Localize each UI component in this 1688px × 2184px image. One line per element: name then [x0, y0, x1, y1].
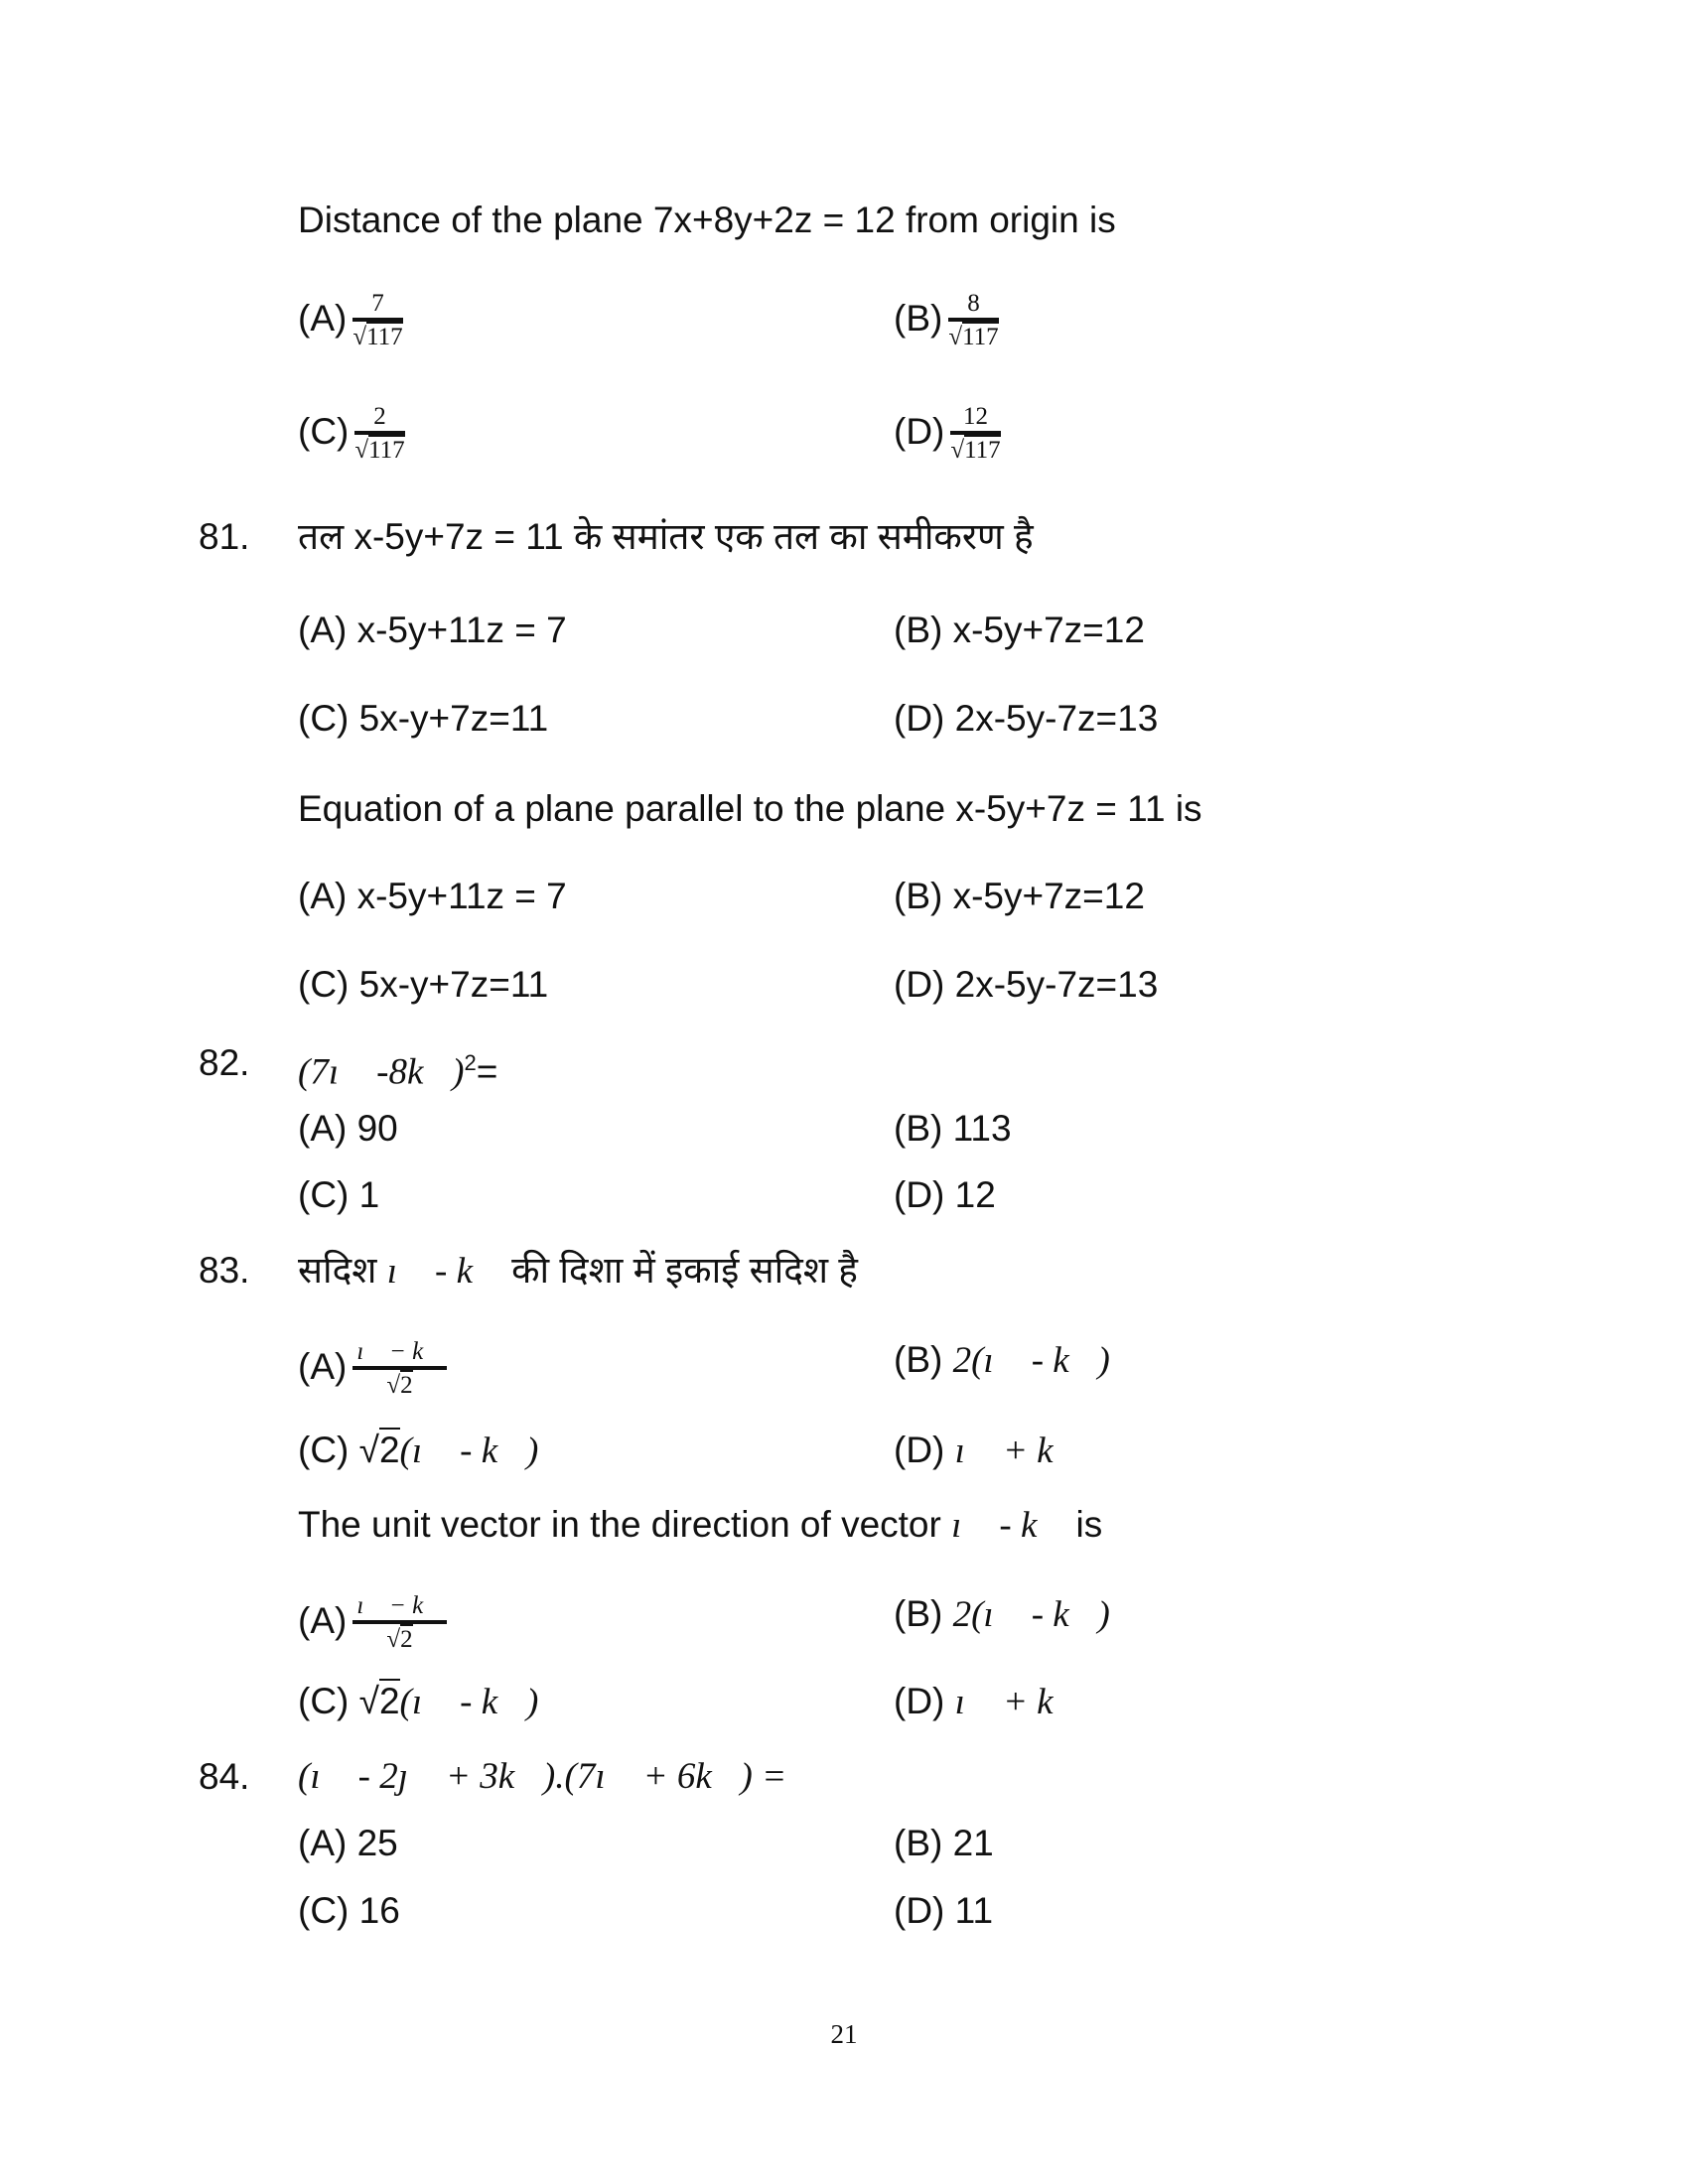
option-label: (A)	[298, 1345, 348, 1387]
exponent: 2	[464, 1050, 477, 1075]
q84-option-a: (A) 25	[298, 1823, 398, 1863]
q81-en-option-d: (D) 2x-5y-7z=13	[894, 964, 1159, 1005]
sqrt-symbol: √	[352, 324, 367, 350]
option-value: (ı⃗ - k⃗)	[399, 1431, 539, 1471]
text: is	[1075, 1504, 1103, 1545]
option-label: (D)	[894, 410, 945, 452]
equals-sign: =	[476, 1050, 498, 1092]
denominator: 117	[368, 437, 405, 464]
fraction	[352, 1338, 446, 1400]
radicand: 2	[378, 1430, 400, 1470]
q81-hi-option-a: (A) x-5y+11z = 7	[298, 610, 567, 650]
page-number: 21	[830, 2019, 858, 2049]
numerator: 7	[352, 290, 402, 322]
text: सदिश	[298, 1250, 377, 1291]
q84-option-d: (D) 11	[894, 1890, 994, 1931]
q81-question-en: Equation of a plane parallel to the plane x-5y+7z = 11 is	[298, 788, 1202, 829]
q80-option-a	[298, 290, 403, 351]
denominator: 2	[400, 1372, 413, 1399]
sqrt-symbol: √	[950, 437, 965, 464]
q81-en-option-b: (B) x-5y+7z=12	[894, 876, 1145, 916]
sqrt-symbol: √	[354, 437, 369, 464]
fraction	[354, 403, 404, 465]
sqrt-symbol: √	[358, 1681, 379, 1721]
numerator: 8	[948, 290, 998, 322]
option-value: (ı⃗ - k⃗)	[399, 1682, 539, 1722]
text: की दिशा में इकाई सदिश है	[511, 1250, 858, 1291]
option-label: (D)	[894, 1430, 945, 1470]
option-value: 2(ı⃗ - k⃗)	[952, 1594, 1110, 1635]
q83-hi-option-d	[894, 1429, 1081, 1473]
sqrt-symbol: √	[358, 1430, 379, 1470]
option-value: ı⃗ + k⃗	[954, 1431, 1082, 1471]
q81-hi-option-c: (C) 5x-y+7z=11	[298, 698, 549, 739]
denominator: 2	[400, 1626, 413, 1653]
fraction	[948, 290, 998, 351]
q82-option-a: (A) 90	[298, 1108, 398, 1149]
q82-option-c: (C) 1	[298, 1174, 380, 1215]
option-label: (B)	[894, 297, 943, 339]
q81-question-hi: तल x-5y+7z = 11 के समांतर एक तल का समीकरण है	[298, 516, 1034, 557]
q84-number: 84.	[199, 1756, 250, 1797]
q83-en-option-d	[894, 1680, 1081, 1724]
q80-option-c	[298, 403, 405, 465]
q83-question-en	[298, 1503, 1102, 1548]
numerator: ı⃗ − k⃗	[352, 1338, 446, 1370]
option-label: (B)	[894, 1593, 943, 1634]
fraction	[950, 403, 1000, 465]
option-label: (C)	[298, 1430, 350, 1470]
q80-option-b	[894, 290, 999, 351]
q82-option-b: (B) 113	[894, 1108, 1012, 1149]
denominator: 117	[962, 324, 999, 350]
q83-en-option-b	[894, 1592, 1110, 1637]
option-label: (A)	[298, 297, 348, 339]
q81-en-option-a: (A) x-5y+11z = 7	[298, 876, 567, 916]
option-value: 2(ı⃗ - k⃗)	[952, 1340, 1110, 1381]
option-label: (C)	[298, 410, 350, 452]
q83-en-option-c	[298, 1680, 538, 1724]
option-label: (A)	[298, 1599, 348, 1641]
q84-option-c: (C) 16	[298, 1890, 400, 1931]
option-label: (B)	[894, 1339, 943, 1380]
fraction	[352, 1592, 446, 1654]
fraction	[352, 290, 402, 351]
numerator: 12	[950, 403, 1000, 435]
numerator: ı⃗ − k⃗	[352, 1592, 446, 1624]
q84-option-b: (B) 21	[894, 1823, 994, 1863]
option-value: ı⃗ + k⃗	[954, 1682, 1082, 1722]
q83-question-hi	[298, 1249, 858, 1294]
q83-hi-option-c	[298, 1429, 538, 1473]
q82-number: 82.	[199, 1042, 250, 1083]
q83-hi-option-a	[298, 1338, 447, 1400]
q83-number: 83.	[199, 1250, 250, 1291]
numerator: 2	[354, 403, 404, 435]
q80-question-en: Distance of the plane 7x+8y+2z = 12 from origin is	[298, 200, 1116, 240]
denominator: 117	[964, 437, 1001, 464]
vector-expression: (7ı⃗ -8k⃗)	[298, 1051, 465, 1093]
option-label: (C)	[298, 1681, 350, 1721]
q80-option-d	[894, 403, 1001, 465]
q81-en-option-c: (C) 5x-y+7z=11	[298, 964, 549, 1005]
radicand: 2	[378, 1681, 400, 1721]
denominator: 117	[366, 324, 403, 350]
q81-hi-option-d: (D) 2x-5y-7z=13	[894, 698, 1159, 739]
q82-question	[298, 1041, 497, 1094]
sqrt-symbol: √	[386, 1372, 401, 1399]
option-label: (D)	[894, 1681, 945, 1721]
q83-hi-option-b	[894, 1338, 1110, 1383]
vector-expression: ı⃗ - k⃗	[386, 1251, 501, 1292]
vector-expression: ı⃗ - k⃗	[951, 1505, 1066, 1546]
sqrt-symbol: √	[386, 1626, 401, 1653]
q81-hi-option-b: (B) x-5y+7z=12	[894, 610, 1145, 650]
q81-number: 81.	[199, 516, 250, 557]
q83-en-option-a	[298, 1592, 447, 1654]
text: The unit vector in the direction of vector	[298, 1504, 941, 1545]
q84-question: (ı⃗ - 2ȷ⃗ + 3k⃗).(7ı⃗ + 6k⃗) =	[298, 1756, 787, 1797]
sqrt-symbol: √	[948, 324, 963, 350]
q82-option-d: (D) 12	[894, 1174, 996, 1215]
